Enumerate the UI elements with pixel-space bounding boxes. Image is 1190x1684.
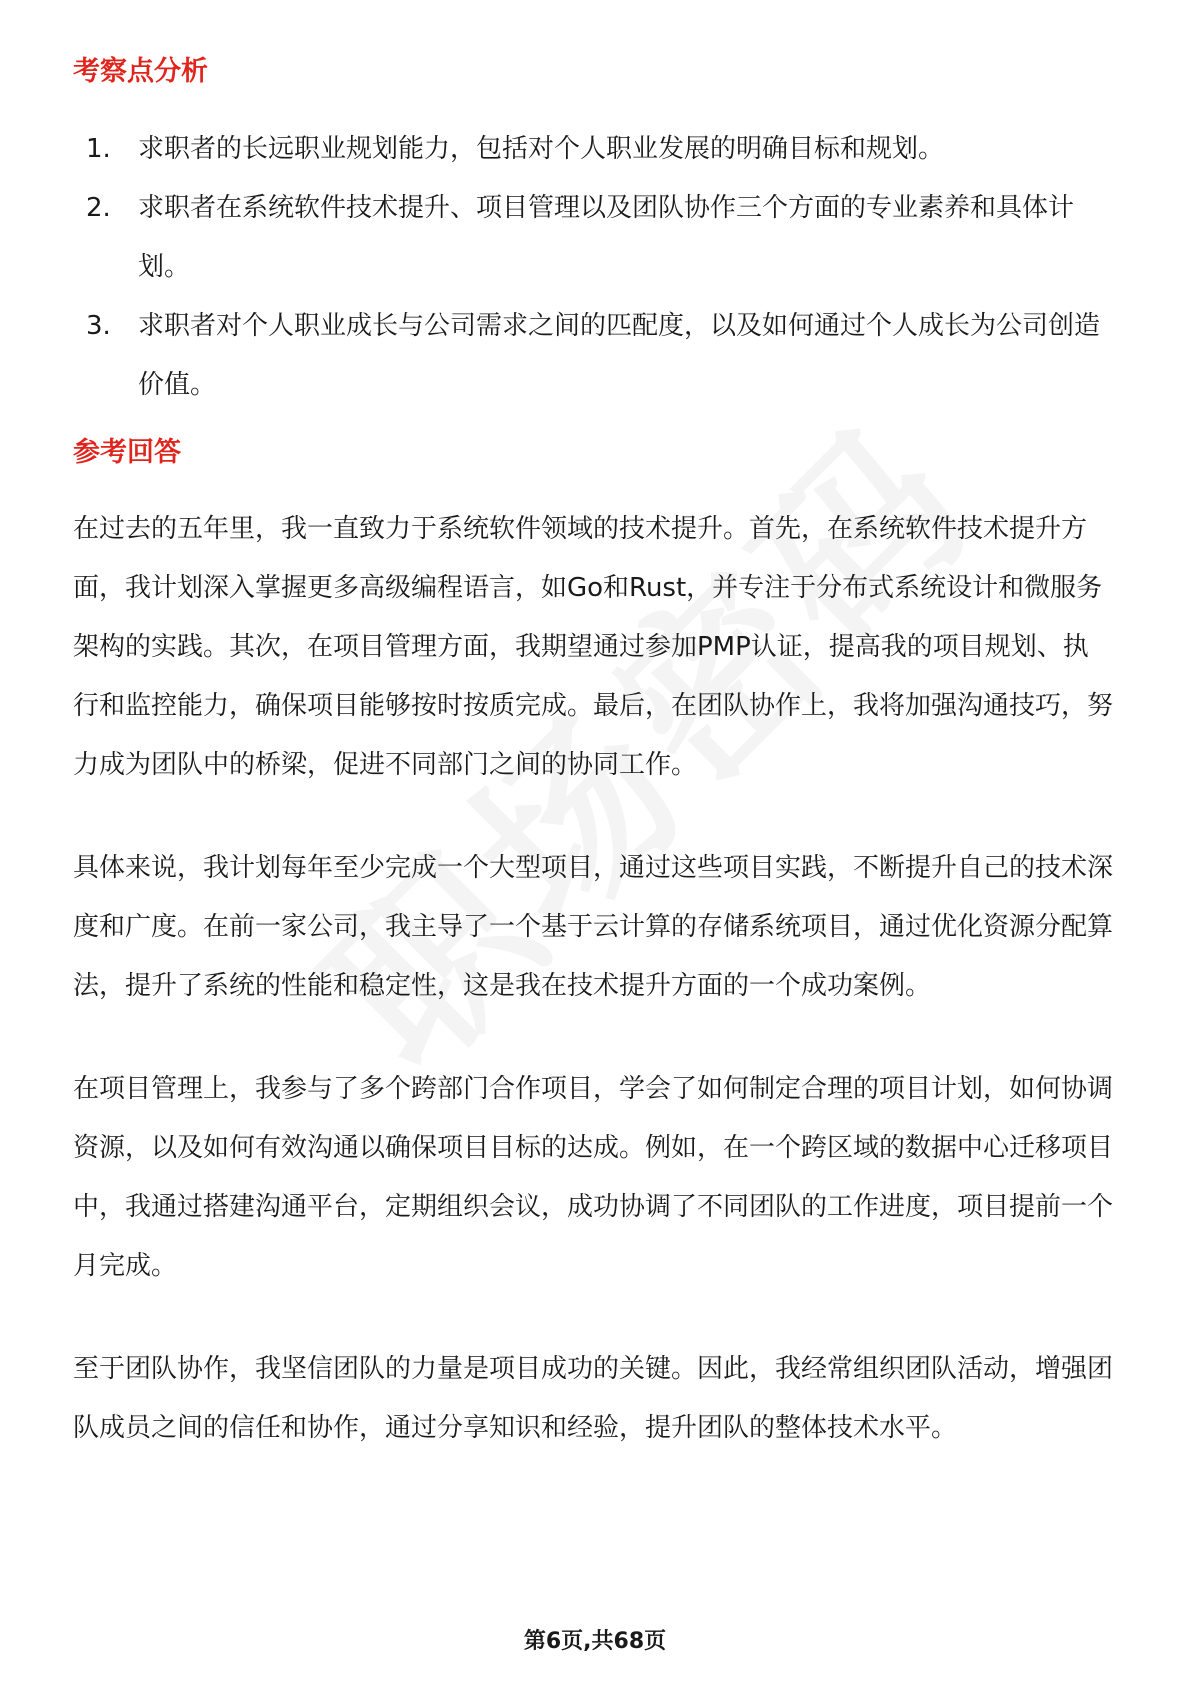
- list-item: [73, 120, 1133, 179]
- answer-paragraph: 至于团队协作，我坚信团队的力量是项目成功的关键。因此，我经常组织团队活动，增强团队成员之间的信任和协作，通过分享知识和经验，提升团队的整体技术水平。: [73, 1354, 1114, 1443]
- list-item-text: 求职者的长远职业规划能力，包括对个人职业发展的明确目标和规划。: [138, 134, 945, 164]
- page-number: 第6页,共68页: [523, 1629, 667, 1654]
- list-item: [73, 179, 1133, 297]
- list-item: [73, 297, 1133, 415]
- list-item-number: 2.: [86, 193, 111, 223]
- answer-paragraph: 在过去的五年里，我一直致力于系统软件领域的技术提升。首先，在系统软件技术提升方面，我计划深入掌握更多高级编程语言，如Go和Rust，并专注于分布式系统设计和微服务架构的实践。其次，在项目管理方面，我期望通过参加PMP认证，提高我的项目规划、执行和监控能力，确保项目能够按时按质完成。最后，在团队协作上，我将加强沟通技巧，努力成为团队中的桥梁，促进不同部门之间的协同工作。: [73, 514, 1114, 780]
- answer-paragraph: 在项目管理上，我参与了多个跨部门合作项目，学会了如何制定合理的项目计划，如何协调资源，以及如何有效沟通以确保项目目标的达成。例如，在一个跨区域的数据中心迁移项目中，我通过搭建沟通平台，定期组织会议，成功协调了不同团队的工作进度，项目提前一个月完成。: [73, 1074, 1114, 1281]
- list-item-number: 1.: [86, 134, 111, 164]
- list-item-text: 求职者在系统软件技术提升、项目管理以及团队协作三个方面的专业素养和具体计划。: [138, 193, 1075, 282]
- analysis-list: [73, 120, 1133, 415]
- answer-paragraph: 具体来说，我计划每年至少完成一个大型项目，通过这些项目实践，不断提升自己的技术深度和广度。在前一家公司，我主导了一个基于云计算的存储系统项目，通过优化资源分配算法，提升了系统的性能和稳定性，这是我在技术提升方面的一个成功案例。: [73, 853, 1114, 1001]
- answer-heading: 参考回答: [73, 437, 181, 468]
- analysis-heading: 考察点分析: [73, 56, 208, 87]
- page-content: [73, 46, 1133, 1502]
- list-item-number: 3.: [86, 311, 111, 341]
- list-item-text: 求职者对个人职业成长与公司需求之间的匹配度，以及如何通过个人成长为公司创造价值。: [138, 311, 1101, 400]
- answer-body: [73, 500, 1133, 1458]
